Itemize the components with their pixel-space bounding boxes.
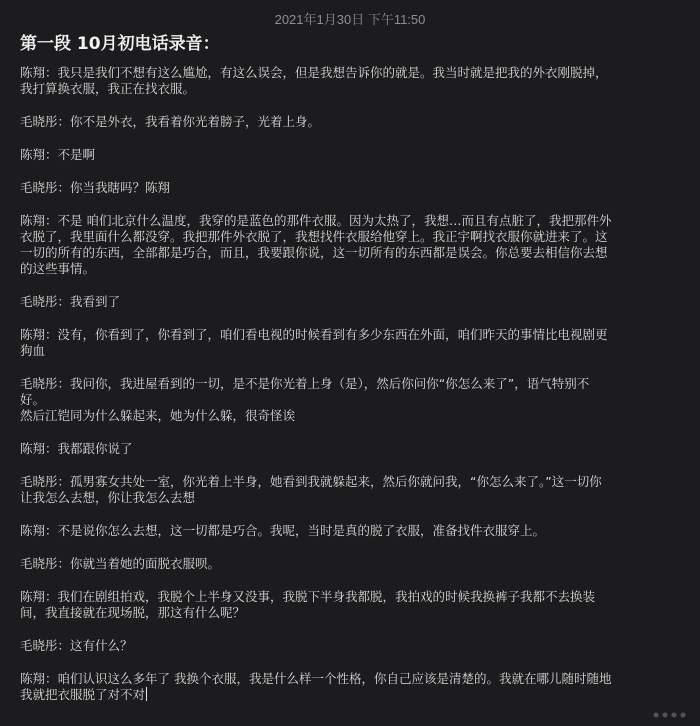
watermark-dots bbox=[652, 710, 692, 720]
transcript-line: 好。 bbox=[20, 392, 46, 407]
transcript-paragraph bbox=[20, 147, 684, 163]
transcript-line: 间，我直接就在现场脱，那这有什么呢？ bbox=[20, 605, 246, 620]
transcript bbox=[20, 65, 684, 703]
transcript-line: 狗血 bbox=[20, 343, 46, 358]
text-cursor bbox=[146, 687, 147, 701]
transcript-paragraph bbox=[20, 114, 684, 130]
transcript-line: 毛晓彤：你当我瞎吗？陈翔 bbox=[20, 180, 171, 195]
transcript-line: 我就把衣服脱了对不对 bbox=[20, 687, 146, 702]
transcript-paragraph bbox=[20, 294, 684, 310]
transcript-line: 毛晓彤：我问你，我进屋看到的一切，是不是你光着上身（是），然后你问你“你怎么来了”，语气特别不 bbox=[20, 376, 590, 391]
transcript-paragraph bbox=[20, 671, 684, 703]
transcript-paragraph bbox=[20, 638, 684, 654]
transcript-paragraph bbox=[20, 474, 684, 506]
note-title: 第一段 10月初电话录音： bbox=[20, 34, 220, 54]
transcript-line: 让我怎么去想，你让我怎么去想 bbox=[20, 490, 196, 505]
transcript-line: 陈翔：不是啊 bbox=[20, 147, 96, 162]
note-body[interactable] bbox=[20, 32, 684, 720]
transcript-line: 陈翔：我们在剧组拍戏，我脱个上半身又没事，我脱下半身我都脱，我拍戏的时候我换裤子我都不去换装 bbox=[20, 589, 596, 604]
transcript-line: 衣脱了，我里面什么都没穿。我把那件外衣脱了，我想找件衣服给他穿上。我正宇啊找衣服你就进来了。这 bbox=[20, 229, 608, 244]
transcript-line: 陈翔：咱们认识这么多年了 我换个衣服，我是什么样一个性格，你自己应该是清楚的。我就在哪儿随时随地 bbox=[20, 671, 612, 686]
transcript-line: 毛晓彤：你不是外衣，我看着你光着膀子，光着上身。 bbox=[20, 114, 321, 129]
transcript-paragraph bbox=[20, 180, 684, 196]
transcript-paragraph bbox=[20, 327, 684, 359]
transcript-paragraph bbox=[20, 523, 684, 539]
note-timestamp: 2021年1月30日 下午11:50 bbox=[274, 12, 426, 27]
transcript-paragraph bbox=[20, 441, 684, 457]
transcript-line: 陈翔：我只是我们不想有这么尴尬，有这么误会，但是我想告诉你的就是。我当时就是把我的外衣刚脱掉， bbox=[20, 65, 608, 80]
transcript-line: 然后江铠同为什么躲起来，她为什么躲，很奇怪诶 bbox=[20, 408, 296, 423]
transcript-line: 毛晓彤：你就当着她的面脱衣服呗。 bbox=[20, 556, 221, 571]
transcript-line: 陈翔：我都跟你说了 bbox=[20, 441, 133, 456]
transcript-paragraph bbox=[20, 65, 684, 97]
transcript-paragraph bbox=[20, 589, 684, 621]
transcript-paragraph bbox=[20, 376, 684, 424]
transcript-line: 陈翔：没有，你看到了，你看到了，咱们看电视的时候看到有多少东西在外面，咱们昨天的事情比电视剧更 bbox=[20, 327, 608, 342]
transcript-line: 毛晓彤：我看到了 bbox=[20, 294, 121, 309]
transcript-line: 陈翔：不是 咱们北京什么温度，我穿的是蓝色的那件衣服。因为太热了，我想…而且有点脏了，我把那件外 bbox=[20, 213, 612, 228]
transcript-line: 毛晓彤：这有什么？ bbox=[20, 638, 133, 653]
transcript-line: 一切的所有的东西，全部都是巧合，而且，我要跟你说，这一切所有的东西都是误会。你总要去相信你去想 bbox=[20, 245, 608, 260]
transcript-line: 我打算换衣服，我正在找衣服。 bbox=[20, 81, 196, 96]
transcript-line: 陈翔：不是说你怎么去想，这一切都是巧合。我呢，当时是真的脱了衣服，准备找件衣服穿上。 bbox=[20, 523, 546, 538]
transcript-line: 毛晓彤：孤男寡女共处一室，你光着上半身，她看到我就躲起来，然后你就问我，“你怎么来了。”这一切你 bbox=[20, 474, 602, 489]
transcript-paragraph bbox=[20, 213, 684, 277]
transcript-line: 的这些事情。 bbox=[20, 261, 96, 276]
transcript-paragraph bbox=[20, 556, 684, 572]
